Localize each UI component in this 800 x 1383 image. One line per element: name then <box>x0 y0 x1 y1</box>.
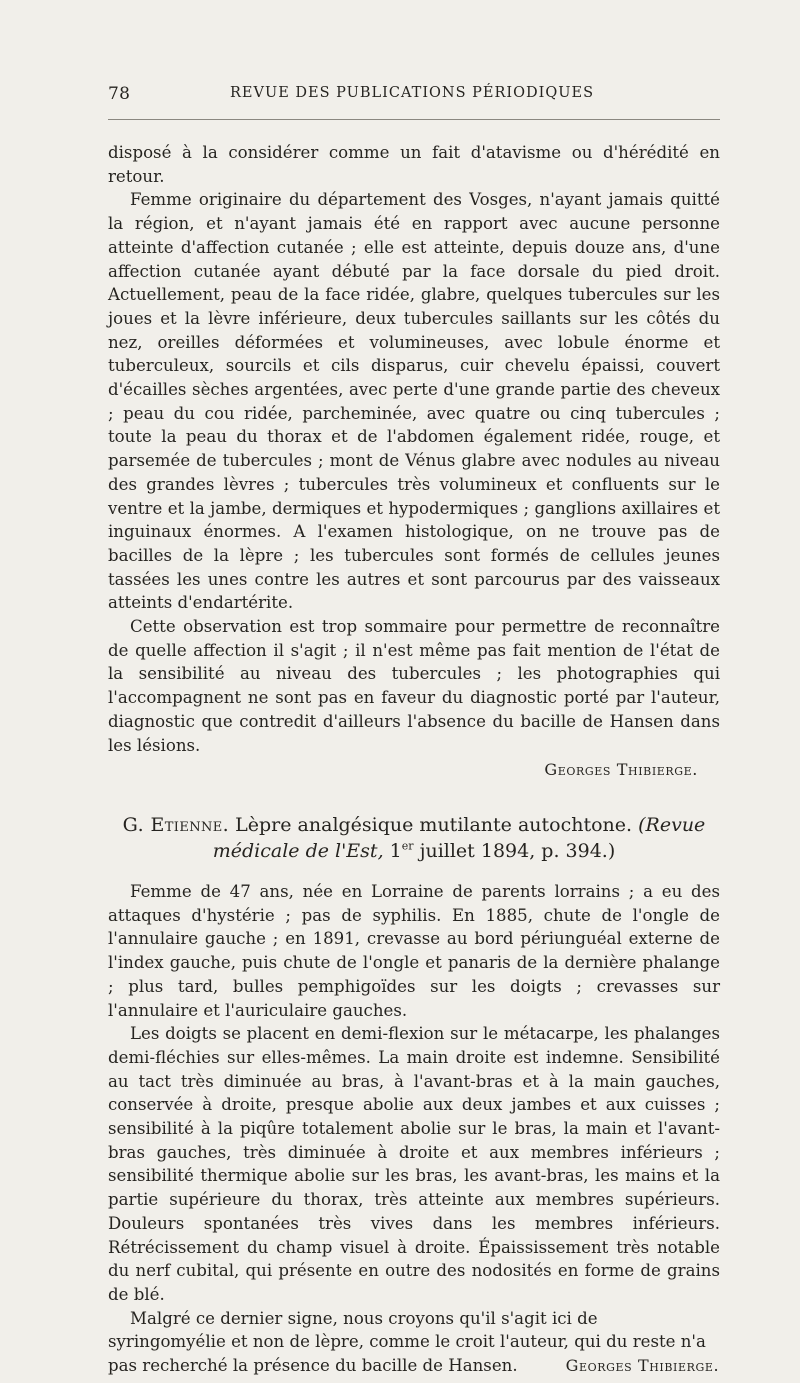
document-page <box>108 0 720 1383</box>
final-paragraph-text: Malgré ce dernier signe, nous croyons qu'il s'agit ici de syringomyélie et non de lèpre, comme le croit l'auteur, qui du reste n'a pas recherché la présence du bacille de Hansen. <box>108 1308 706 1376</box>
article-journal: (Revue médicale de l'Est, <box>212 813 706 862</box>
signature: Georges Thibierge. <box>544 760 698 780</box>
signature: Georges Thibierge. <box>565 1356 720 1376</box>
page-number: 78 <box>108 84 131 104</box>
header-rule <box>108 119 720 120</box>
article-date: juillet 1894, p. 394.) <box>419 839 616 862</box>
article-heading <box>108 812 720 864</box>
page-header <box>108 84 720 108</box>
paragraph: Cette observation est trop sommaire pour permettre de reconnaître de quelle affection il s'agit ; il n'est même pas fait mention de l'état de la sensibilité au niveau des tubercules ; les photographies qui l'accompagnent ne sont pas en faveur du diagnostic porté par l'auteur, diagnostic que contredit d'ailleurs l'absence du bacille de Hansen dans les lésions. <box>108 617 720 755</box>
running-title: REVUE DES PUBLICATIONS PÉRIODIQUES <box>230 85 595 101</box>
paragraph: Femme originaire du département des Vosges, n'ayant jamais quitté la région, et n'ayant jamais été en rapport avec aucune personne atteinte d'affection cutanée ; elle est atteinte, depuis douze ans, d'une affection cutanée ayant débuté par la face dorsale du pied droit. Actuellement, peau de la face ridée, glabre, quelques tubercules sur les joues et la lèvre inférieure, deux tubercules saillants sur les côtés du nez, oreilles déformées et volumineuses, avec lobule énorme et tuberculeux, sourcils et cils disparus, cuir chevelu épaissi, couvert d'écailles sèches argentées, avec perte d'une grande partie des cheveux ; peau du cou ridée, parcheminée, avec quatre ou cinq tubercules ; toute la peau du thorax et de l'abdomen également ridée, rouge, et parsemée de tubercules ; mont de Vénus glabre avec nodules au niveau des grandes lèvres ; tubercules très volumineux et confluents sur le ventre et la jambe, dermiques et hypodermiques ; ganglions axillaires et inguinaux énormes. A l'examen histologique, on ne trouve pas de bacilles de la lèpre ; les tubercules sont formés de cellules jeunes tassées les unes contre les autres et sont parcourus par des vaisseaux atteints d'endartérite. <box>108 190 720 613</box>
article-author: G. Etienne. <box>122 813 230 836</box>
page-body <box>108 141 720 1378</box>
article-day: 1 <box>389 839 402 862</box>
paragraph-final <box>108 1307 720 1378</box>
paragraph: Femme de 47 ans, née en Lorraine de parents lorrains ; a eu des attaques d'hystérie ; pas de syphilis. En 1885, chute de l'ongle de l'annulaire gauche ; en 1891, crevasse au bord périunguéal externe de l'index gauche, puis chute de l'ongle et panaris de la dernière phalange ; plus tard, bulles pemphigoïdes sur les doigts ; crevasses sur l'annulaire et l'auriculaire gauches. <box>108 881 720 1020</box>
article-title: Lèpre analgésique mutilante autochtone. <box>235 813 633 836</box>
article-day-suffix: er <box>401 839 414 853</box>
paragraph-continued: disposé à la considérer comme un fait d'atavisme ou d'hérédité en retour. <box>108 143 720 186</box>
paragraph: Les doigts se placent en demi-flexion sur le métacarpe, les phalanges demi-fléchies sur elles-mêmes. La main droite est indemne. Sensibilité au tact très diminuée au bras, à l'avant-bras et à la main gauches, conservée à droite, presque abolie aux deux jambes et aux cuisses ; sensibilité à la piqûre totalement abolie sur le bras, la main et l'avant-bras gauches, très diminuée à droite et aux membres inférieurs ; sensibilité thermique abolie sur les bras, les avant-bras, les mains et la partie supérieure du thorax, très atteinte aux membres supérieurs. Douleurs spontanées très vives dans les membres inférieurs. Rétrécissement du champ visuel à droite. Épaississement très notable du nerf cubital, qui présente en outre des nodosités en forme de grains de blé. <box>108 1024 720 1304</box>
